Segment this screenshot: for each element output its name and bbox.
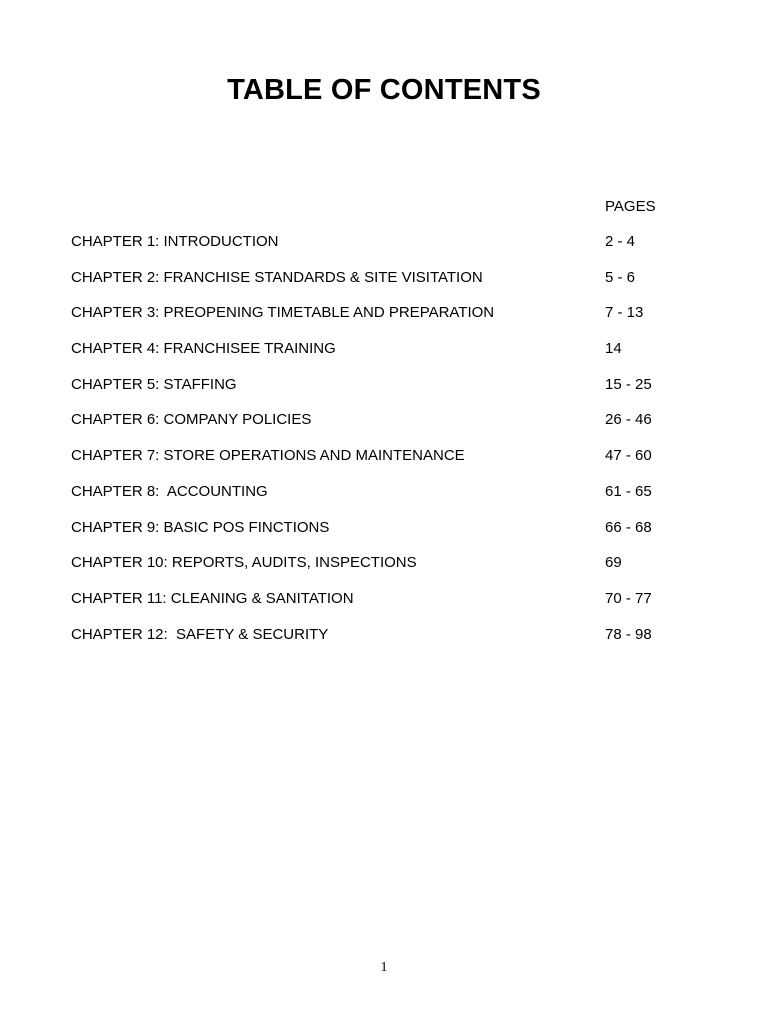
toc-chapter-title: CHAPTER 4: FRANCHISEE TRAINING	[71, 340, 336, 358]
toc-page-range: 2 - 4	[605, 233, 636, 250]
toc-chapter-title: CHAPTER 8: ACCOUNTING	[71, 482, 268, 500]
toc-chapter-title: CHAPTER 2: FRANCHISE STANDARDS & SITE VISITATION	[71, 268, 483, 286]
toc-page-range: 47 - 60	[605, 447, 652, 465]
toc-entry-chapter-10	[71, 554, 691, 590]
toc-chapter-title: CHAPTER 3: PREOPENING TIMETABLE AND PREPARATION	[71, 304, 495, 322]
toc-entry-chapter-12	[71, 626, 691, 662]
toc-entry-chapter-7	[71, 447, 691, 483]
toc-entry-chapter-1	[71, 233, 691, 269]
toc-page-range: 70 - 77	[605, 589, 652, 607]
toc-entry-chapter-3	[71, 304, 691, 340]
toc-page-range: 5 - 6	[605, 268, 636, 286]
toc-chapter-title: CHAPTER 7: STORE OPERATIONS AND MAINTENANCE	[71, 447, 465, 465]
toc-page-range: 69	[605, 554, 622, 572]
toc-entry-chapter-11	[71, 590, 691, 626]
toc-list	[71, 233, 691, 661]
toc-chapter-title: CHAPTER 10: REPORTS, AUDITS, INSPECTIONS	[71, 554, 417, 572]
toc-page-range: 78 - 98	[605, 625, 652, 643]
toc-page-range: 14	[605, 340, 622, 358]
toc-chapter-title: CHAPTER 1: INTRODUCTION	[71, 233, 279, 250]
page-number: 1	[380, 960, 388, 975]
toc-page-range: 66 - 68	[605, 518, 652, 536]
toc-chapter-title: CHAPTER 9: BASIC POS FINCTIONS	[71, 518, 330, 536]
toc-chapter-title: CHAPTER 5: STAFFING	[71, 375, 237, 393]
toc-page-range: 15 - 25	[605, 375, 652, 393]
toc-page-range: 61 - 65	[605, 482, 652, 500]
toc-entry-chapter-5	[71, 376, 691, 412]
toc-chapter-title: CHAPTER 12: SAFETY & SECURITY	[71, 625, 329, 643]
toc-entry-chapter-8	[71, 483, 691, 519]
toc-entry-chapter-6	[71, 411, 691, 447]
toc-entry-chapter-2	[71, 269, 691, 305]
toc-entry-chapter-9	[71, 519, 691, 555]
pages-column-header: PAGES	[605, 198, 656, 215]
toc-page-range: 26 - 46	[605, 411, 652, 429]
page-title: TABLE OF CONTENTS	[227, 74, 541, 106]
toc-page-range: 7 - 13	[605, 304, 644, 322]
toc-chapter-title: CHAPTER 6: COMPANY POLICIES	[71, 411, 312, 429]
toc-chapter-title: CHAPTER 11: CLEANING & SANITATION	[71, 589, 354, 607]
toc-entry-chapter-4	[71, 340, 691, 376]
